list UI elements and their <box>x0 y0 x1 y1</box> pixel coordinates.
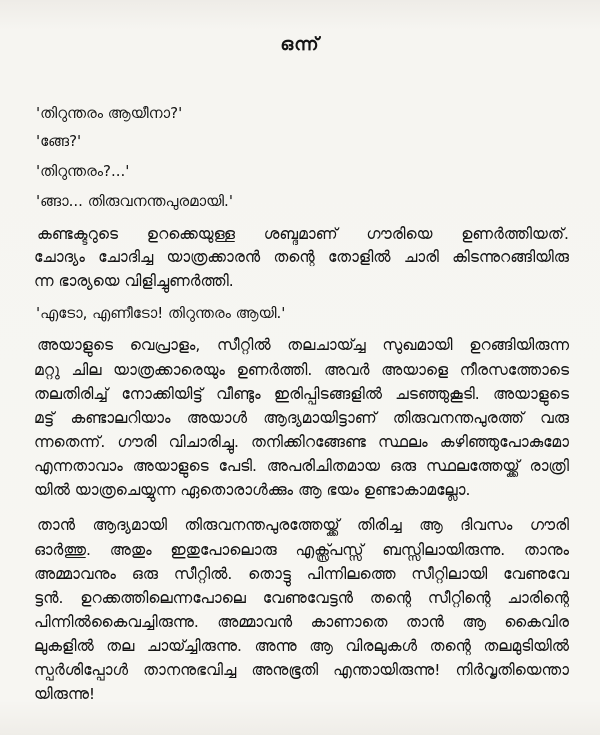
dialogue-line: 'എടോ, എണീടോ! തിറുന്തരം ആയി.' <box>36 304 286 322</box>
paragraph-line: യിൽ യാത്രചെയ്യുന്ന ഏതൊരാൾക്കും ആ ഭയം ഉണ്ടാകാമല്ലോ. <box>34 481 471 499</box>
paragraph-line: മട്ട് കണ്ടാലറിയാം അയാൾ ആദ്യമായിട്ടാണ് തിരുവനന്തപുരത്ത് വരു <box>34 409 569 427</box>
paragraph-line: യിരുന്നു! <box>34 685 96 703</box>
dialogue-line: 'തിറുന്തരം ആയീനാ?' <box>36 104 183 122</box>
paragraph-line: പിന്നിൽകൈവച്ചിരുന്നു. അമ്മാവൻ കാണാതെ താൻ ആ കൈവിര <box>34 613 569 631</box>
dialogue-line: 'ങ്ങാ... തിരുവനന്തപുരമായി.' <box>36 192 233 210</box>
dialogue-line: 'ങ്ങേ?' <box>36 132 82 150</box>
paragraph-line: മറ്റു ചില യാത്രക്കാരെയും ഉണർത്തി. അവർ അയാളെ നീരസത്തോടെ <box>34 361 569 379</box>
paragraph-line: ഓർത്തു. അതും ഇതുപോലൊരു എക്സ്പ്രസ്സ് ബസ്സിലായിരുന്നു. താനും <box>34 541 569 559</box>
paragraph-line: എന്നതാവാം അയാളുടെ പേടി. അപരിചിതമായ ഒരു സ്ഥലത്തേയ്ക്ക് രാത്രി <box>34 457 569 475</box>
chapter-title: ഒന്ന് <box>280 34 320 55</box>
paragraph-line: അമ്മാവനും ഒരു സീറ്റിൽ. തൊട്ടു പിന്നിലത്തെ സീറ്റിലായി വേണുവേ <box>34 565 569 583</box>
paragraph-line: താൻ ആദ്യമായി തിരുവനന്തപുരത്തേയ്ക്ക് തിരിച്ച ആ ദിവസം ഗൗരി <box>37 516 569 534</box>
paragraph-line: അയാളുടെ വെപ്രാളം, സീറ്റിൽ തലചായ്ച്ച സുഖമായി ഉറങ്ങിയിരുന്ന <box>37 336 569 354</box>
paragraph-line: ന്നതെന്ന്. ഗൗരി വിചാരിച്ചു. തനിക്കിറങ്ങേണ്ട സ്ഥലം കഴിഞ്ഞുപോകുമോ <box>34 433 569 451</box>
paragraph-line: ന്ന ഭാര്യയെ വിളിച്ചുണർത്തി. <box>34 272 234 290</box>
paragraph-line: ചോദ്യം ചോദിച്ച യാത്രക്കാരൻ തന്റെ തോളിൽ ചാരി കിടന്നുറങ്ങിയിരു <box>34 248 569 266</box>
paragraph-line: തലതിരിച്ച് നോക്കിയിട്ട് വീണ്ടും ഇരിപ്പിടങ്ങളിൽ ചടഞ്ഞുകൂടി. അയാളുടെ <box>34 385 569 403</box>
paragraph-line: ലുകളിൽ തല ചായ്ച്ചിരുന്നു. അന്നു ആ വിരലുകൾ തന്റെ തലമുടിയിൽ <box>34 637 569 655</box>
paragraph-line: സ്പർശിപ്പോൾ താനനുഭവിച്ച അനുഭൂതി എന്തായിരുന്നു! നിർവൃതിയെന്താ <box>34 661 569 679</box>
paragraph-line: ട്ടൻ. ഉറക്കത്തിലെന്നപോലെ വേണുവേട്ടൻ തന്റെ സീറ്റിന്റെ ചാരിന്റെ <box>34 589 569 607</box>
dialogue-line: 'തിറുന്തരം?...' <box>36 162 130 180</box>
paragraph-line: കണ്ടക്ടറുടെ ഉറക്കെയുള്ള ശബ്ദമാണ് ഗൗരിയെ ഉണർത്തിയത്. <box>37 225 569 243</box>
